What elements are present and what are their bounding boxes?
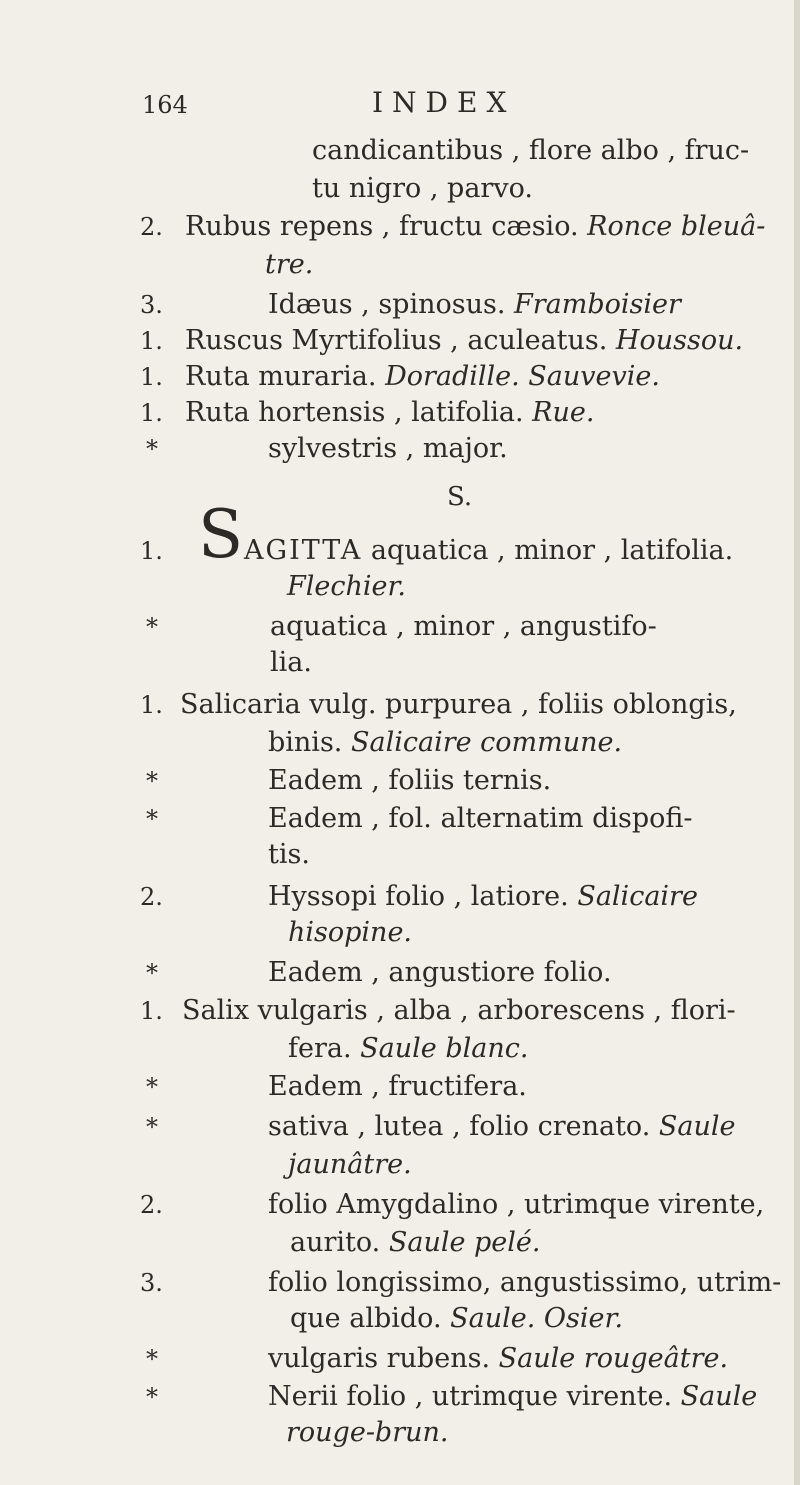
entry-text: Salicaria vulg. purpurea , foliis oblongis, — [180, 689, 737, 720]
entry-french: rouge-brun. — [286, 1417, 449, 1448]
entry-mark: 2. — [140, 883, 163, 911]
entry-text: tis. — [268, 839, 310, 870]
entry-mark: * — [146, 1113, 158, 1141]
running-title: INDEX — [372, 86, 516, 119]
entry-mark: 1. — [140, 997, 163, 1025]
entry-text: Idæus , spinosus. Framboisier — [268, 289, 681, 320]
entry-mark: 1. — [140, 363, 163, 391]
entry-french: jaunâtre. — [288, 1149, 412, 1180]
entry-text: Ruta hortensis , latifolia. Rue. — [185, 397, 595, 428]
entry-text: sativa , lutea , folio crenato. Saule — [268, 1111, 736, 1142]
entry-text: aurito. Saule pelé. — [290, 1227, 541, 1258]
entry-text: Ruscus Myrtifolius , aculeatus. Houssou. — [185, 325, 744, 356]
entry-text: aquatica , minor , angustifo- — [270, 611, 657, 642]
entry-mark: 1. — [140, 399, 163, 427]
entry-text: Ruta muraria. Doradille. Sauvevie. — [185, 361, 660, 392]
entry-text: candicantibus , flore albo , fruc- — [312, 135, 750, 166]
entry-mark: * — [146, 959, 158, 987]
entry-text: Nerii folio , utrimque virente. Saule — [268, 1381, 758, 1412]
entry-mark: 3. — [140, 1269, 163, 1297]
entry-text: lia. — [270, 647, 312, 678]
page-edge — [794, 0, 800, 1485]
entry-text: Salix vulgaris , alba , arborescens , flori- — [182, 995, 736, 1026]
entry-mark: 2. — [140, 213, 163, 241]
entry-text: Hyssopi folio , latiore. Salicaire — [268, 881, 698, 912]
entry-mark: 3. — [140, 291, 163, 319]
entry-text: sylvestris , major. — [268, 433, 508, 464]
entry-mark: 1. — [140, 537, 163, 565]
entry-text: tu nigro , parvo. — [312, 173, 533, 204]
entry-text: AGITTA aquatica , minor , latifolia. — [244, 535, 734, 566]
entry-mark: * — [146, 1345, 158, 1373]
page-number: 164 — [142, 91, 188, 119]
entry-text: vulgaris rubens. Saule rougeâtre. — [268, 1343, 729, 1374]
entry-mark: 2. — [140, 1191, 163, 1219]
entry-french: hisopine. — [288, 917, 413, 948]
entry-mark: * — [146, 435, 158, 463]
entry-text: Eadem , angustiore folio. — [268, 957, 612, 988]
entry-text: binis. Salicaire commune. — [268, 727, 623, 758]
entry-french: tre. — [265, 249, 314, 280]
entry-mark: * — [146, 1383, 158, 1411]
entry-text: Eadem , fol. alternatim dispofi- — [268, 803, 693, 834]
drop-initial: S — [198, 496, 244, 573]
entry-mark: * — [146, 1073, 158, 1101]
entry-mark: * — [146, 613, 158, 641]
entry-text: folio Amygdalino , utrimque virente, — [268, 1189, 765, 1220]
entry-text: Eadem , foliis ternis. — [268, 765, 552, 796]
entry-mark: 1. — [140, 691, 163, 719]
entry-french: Flechier. — [287, 571, 406, 602]
entry-mark: * — [146, 767, 158, 795]
entry-text: folio longissimo, angustissimo, utrim- — [268, 1267, 782, 1298]
entry-text: que albido. Saule. Osier. — [290, 1303, 624, 1334]
entry-text: Rubus repens , fructu cæsio. Ronce bleuâ- — [185, 211, 766, 242]
entry-mark: 1. — [140, 327, 163, 355]
entry-text: fera. Saule blanc. — [288, 1033, 529, 1064]
entry-text: Eadem , fructifera. — [268, 1071, 527, 1102]
entry-mark: * — [146, 805, 158, 833]
section-letter: S. — [447, 482, 473, 512]
